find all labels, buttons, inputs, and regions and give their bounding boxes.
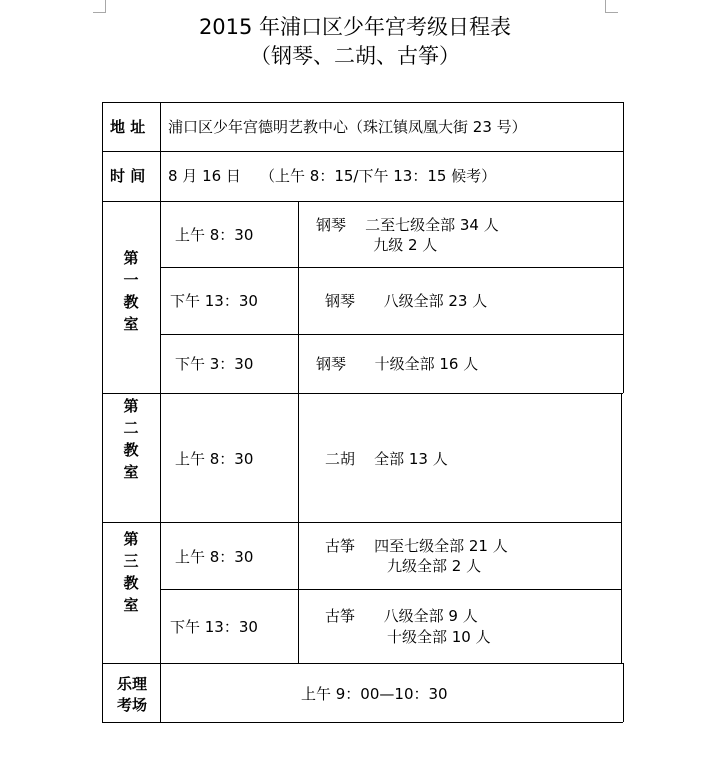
- room-1-session-2-detail: 钢琴 八级全部 23 人: [325, 292, 488, 310]
- table-border-left: [102, 102, 103, 722]
- row-divider: [102, 663, 623, 664]
- time-label: 时 间: [110, 167, 146, 185]
- room-3-session-1-detail-2: 九级全部 2 人: [325, 557, 482, 575]
- room-3-session-1-detail: 古筝 四至七级全部 21 人: [325, 537, 508, 555]
- room-1-session-1-detail: 钢琴 二至七级全部 34 人: [316, 216, 499, 234]
- room-3-session-2-time: 下午 13：30: [170, 618, 258, 636]
- room-3-label: 第三教室: [123, 530, 139, 614]
- column-divider: [160, 102, 161, 722]
- room-1-label: 第一教室: [123, 249, 139, 333]
- room-3-session-2-detail-2: 十级全部 10 人: [325, 628, 491, 646]
- row-divider: [160, 589, 622, 590]
- theory-time: 上午 9：00—10：30: [301, 685, 448, 703]
- room-3-session-2-detail: 古筝 八级全部 9 人: [325, 607, 478, 625]
- row-divider: [102, 201, 623, 202]
- table-border-top: [102, 102, 623, 103]
- room-1-session-2-time: 下午 13：30: [170, 292, 258, 310]
- document-subtitle: （钢琴、二胡、古筝）: [250, 44, 460, 68]
- table-border-bottom: [102, 722, 623, 723]
- column-divider: [298, 201, 299, 663]
- document-title: 2015 年浦口区少年宫考级日程表: [198, 15, 512, 39]
- row-divider: [160, 334, 623, 335]
- row-divider: [102, 522, 622, 523]
- room-2-session-1-detail: 二胡 全部 13 人: [325, 450, 448, 468]
- room-2-session-1-time: 上午 8：30: [175, 450, 254, 468]
- address-value: 浦口区少年宫德明艺教中心（珠江镇凤凰大街 23 号）: [168, 118, 527, 136]
- table-border-right: [621, 393, 622, 663]
- room-1-session-1-detail-2: 九级 2 人: [316, 236, 438, 254]
- room-3-session-1-time: 上午 8：30: [175, 548, 254, 566]
- page-corner-mark-right: [605, 0, 618, 13]
- row-divider: [160, 267, 623, 268]
- time-value: 8 月 16 日 （上午 8：15/下午 13：15 候考）: [168, 167, 497, 185]
- table-border-right: [623, 663, 624, 722]
- address-label: 地 址: [110, 118, 146, 136]
- row-divider: [102, 151, 623, 152]
- page-corner-mark-left: [93, 0, 106, 13]
- room-1-session-1-time: 上午 8：30: [175, 226, 254, 244]
- theory-label-line-1: 乐理: [116, 675, 147, 693]
- room-2-label: 第二教室: [123, 397, 139, 481]
- room-1-session-3-time: 下午 3：30: [175, 355, 254, 373]
- table-border-right: [623, 102, 624, 393]
- row-divider: [102, 393, 623, 394]
- room-1-session-3-detail: 钢琴 十级全部 16 人: [316, 355, 479, 373]
- theory-label-line-2: 考场: [116, 696, 147, 714]
